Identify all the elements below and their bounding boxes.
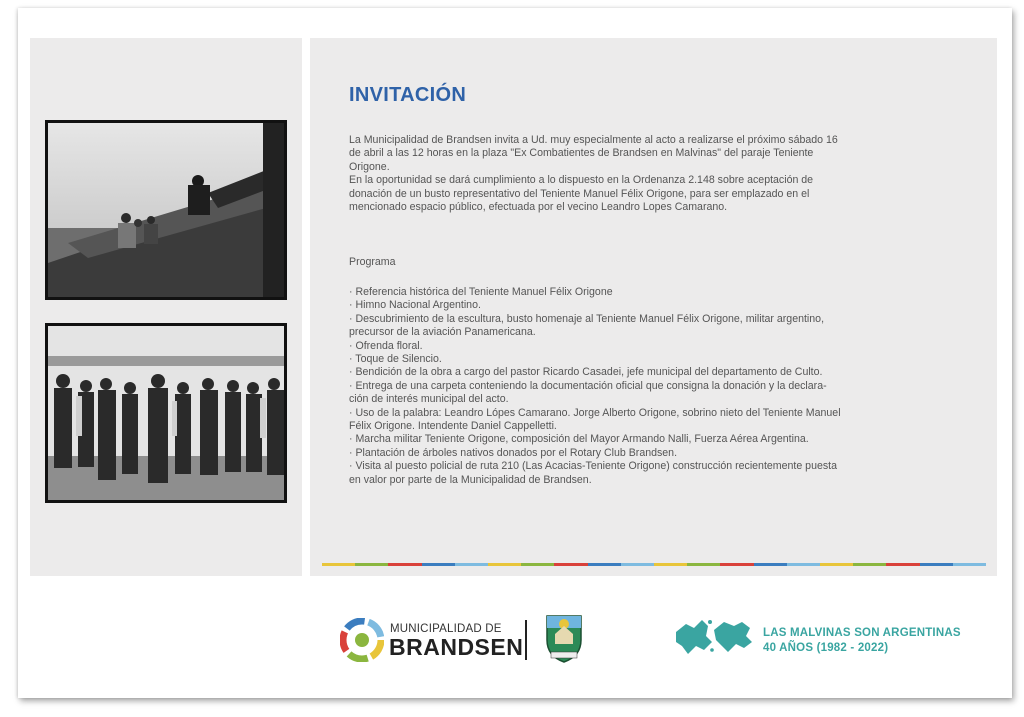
- program-item: ción de interés municipal del acto.: [349, 393, 509, 406]
- stripe-segment: [554, 563, 587, 566]
- coat-of-arms-icon: [541, 612, 587, 669]
- intro-line: En la oportunidad se dará cumplimiento a lo dispuesto en la Ordenanza 2.148 sobre aceptación de: [349, 174, 814, 187]
- stripe-segment: [455, 563, 488, 566]
- stripe-segment: [621, 563, 654, 566]
- stripe-segment: [754, 563, 787, 566]
- intro-line: Origone.: [349, 160, 390, 173]
- stripe-segment: [886, 563, 919, 566]
- intro-line: La Municipalidad de Brandsen invita a Ud. muy especialmente al acto a realizarse el próximo sábado 16: [349, 134, 838, 146]
- program-item: · Ofrenda floral.: [349, 339, 423, 352]
- program-item: · Uso de la palabra: Leandro Lópes Camarano. Jorge Alberto Origone, sobrino nieto del Teniente Manuel: [349, 406, 841, 419]
- intro-line: donación de un busto representativo del Teniente Manuel Félix Origone, para ser emplazado en el: [349, 187, 810, 200]
- municipality-label: MUNICIPALIDAD DE: [390, 623, 502, 635]
- stripe-segment: [820, 563, 853, 566]
- program-item: · Bendición de la obra a cargo del pastor Ricardo Casadei, jefe municipal del departamento de Culto.: [349, 366, 823, 379]
- intro-line: de abril a las 12 horas en la plaza "Ex Combatientes de Brandsen en Malvinas" del paraje Teniente: [349, 147, 814, 160]
- program-item: Félix Origone. Intendente Daniel Cappelletti.: [349, 420, 557, 433]
- historical-photo-crowd: [45, 323, 287, 503]
- program-item: precursor de la aviación Panamericana.: [349, 326, 536, 339]
- program-item: en valor por parte de la Municipalidad de Brandsen.: [349, 473, 592, 486]
- stripe-segment: [488, 563, 521, 566]
- stripe-segment: [422, 563, 455, 566]
- logo-divider: [525, 620, 527, 660]
- color-stripe: [322, 563, 986, 566]
- program-item: · Descubrimiento de la escultura, busto homenaje al Teniente Manuel Félix Origone, militar argentino,: [349, 312, 825, 325]
- program-item: · Toque de Silencio.: [349, 353, 442, 366]
- municipality-name: BRANDSEN: [389, 634, 524, 660]
- intro-text: [349, 134, 949, 214]
- stripe-segment: [355, 563, 388, 566]
- stripe-segment: [787, 563, 820, 566]
- program-item: · Visita al puesto policial de ruta 210 (Las Acacias-Teniente Origone) construcción recientemente puesta: [349, 460, 837, 473]
- stripe-segment: [388, 563, 421, 566]
- stripe-segment: [521, 563, 554, 566]
- program-item: · Marcha militar Teniente Origone, composición del Mayor Armando Nalli, Fuerza Aérea Argentina.: [349, 433, 809, 446]
- stripe-segment: [853, 563, 886, 566]
- program-item: · Plantación de árboles nativos donados por el Rotary Club Brandsen.: [349, 446, 678, 459]
- program-heading: Programa: [349, 256, 396, 268]
- stripe-segment: [920, 563, 953, 566]
- historical-photo-plane: [45, 120, 287, 300]
- program-list: [349, 286, 949, 487]
- stripe-segment: [322, 563, 355, 566]
- intro-line: mencionado espacio público, efectuada por el vecino Leandro Lopes Camarano.: [349, 201, 728, 214]
- stripe-segment: [654, 563, 687, 566]
- program-item: · Himno Nacional Argentino.: [349, 299, 481, 312]
- stripe-segment: [953, 563, 986, 566]
- stripe-segment: [588, 563, 621, 566]
- malvinas-map-icon: [672, 612, 756, 665]
- municipal-logo-icon: [340, 618, 384, 667]
- stripe-segment: [687, 563, 720, 566]
- program-item: · Entrega de una carpeta conteniendo la documentación oficial que consigna la donación y la declara-: [349, 379, 827, 392]
- malvinas-slogan: LAS MALVINAS SON ARGENTINAS: [763, 627, 961, 639]
- program-item: · Referencia histórica del Teniente Manuel Félix Origone: [349, 286, 613, 298]
- page-title: INVITACIÓN: [349, 84, 467, 106]
- stripe-segment: [720, 563, 753, 566]
- malvinas-anniversary: 40 AÑOS (1982 - 2022): [763, 642, 889, 654]
